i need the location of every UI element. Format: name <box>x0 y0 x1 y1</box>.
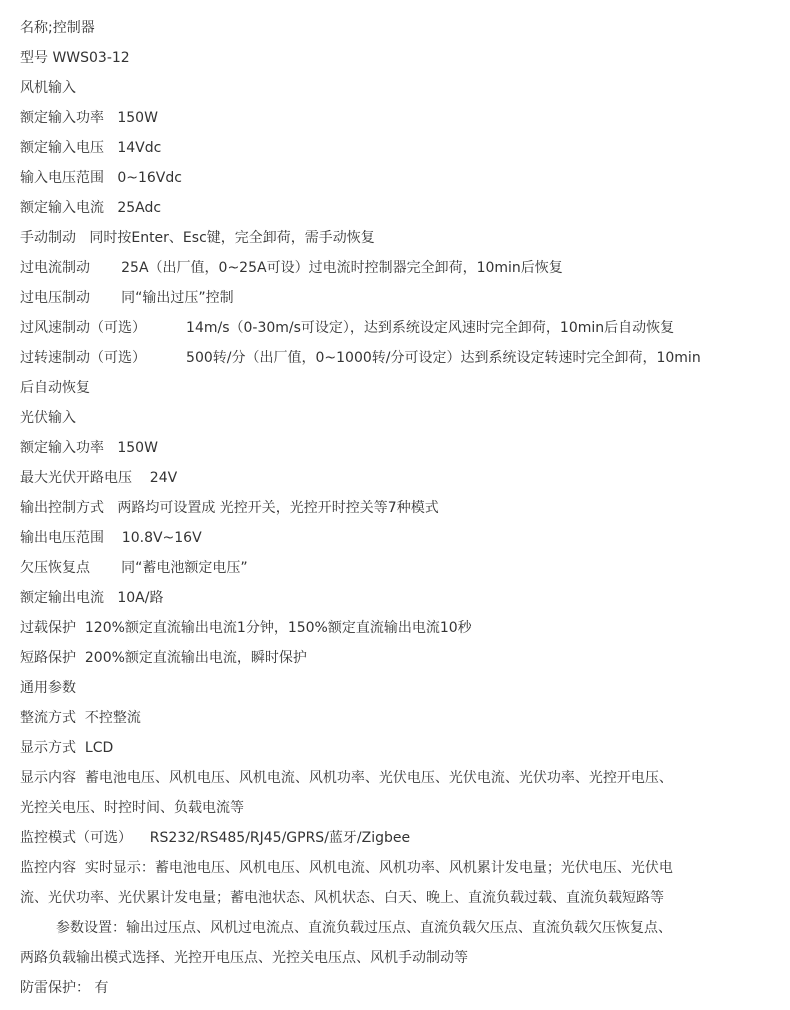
spec-line-overvoltage-brake: 过电压制动 同“输出过压”控制 <box>20 290 234 306</box>
spec-line-rated-output-current: 额定输出电流 10A/路 <box>20 590 164 606</box>
spec-line-model: 型号 WWS03-12 <box>20 50 130 66</box>
spec-line-parameter-settings: 参数设置：输出过压点、风机过电流点、直流负载过压点、直流负载欠压点、直流负载欠压恢复点、 <box>56 920 672 936</box>
spec-line-output-voltage-range: 输出电压范围 10.8V~16V <box>20 530 202 546</box>
spec-line-overspeed-rotation-brake-cont: 后自动恢复 <box>20 380 90 396</box>
spec-line-overload-protection: 过载保护 120%额定直流输出电流1分钟，150%额定直流输出电流10秒 <box>20 620 472 636</box>
spec-line-overspeed-rotation-brake: 过转速制动（可选） 500转/分（出厂值，0~1000转/分可设定）达到系统设定转速时完全卸荷，10min <box>20 350 701 366</box>
spec-line-monitor-content-cont: 流、光伏功率、光伏累计发电量；蓄电池状态、风机状态、白天、晚上、直流负载过载、直流负载短路等 <box>20 890 664 906</box>
spec-line-wind-rated-power: 额定输入功率 150W <box>20 110 158 126</box>
spec-line-monitor-mode: 监控模式（可选） RS232/RS485/RJ45/GPRS/蓝牙/Zigbee <box>20 830 411 846</box>
section-heading-pv-input: 光伏输入 <box>20 410 76 426</box>
spec-line-overspeed-wind-brake: 过风速制动（可选） 14m/s（0-30m/s可设定），达到系统设定风速时完全卸荷，10min后自动恢复 <box>20 320 675 336</box>
spec-line-parameter-settings-cont: 两路负载输出模式选择、光控开电压点、光控关电压点、风机手动制动等 <box>20 950 468 966</box>
spec-line-wind-rated-voltage: 额定输入电压 14Vdc <box>20 140 162 156</box>
spec-line-output-control-mode: 输出控制方式 两路均可设置成 光控开关，光控开时控关等7种模式 <box>20 500 439 516</box>
section-heading-wind-input: 风机输入 <box>20 80 76 96</box>
spec-line-undervoltage-recovery: 欠压恢复点 同“蓄电池额定电压” <box>20 560 248 576</box>
spec-line-short-circuit-protection: 短路保护 200%额定直流输出电流，瞬时保护 <box>20 650 307 666</box>
spec-line-wind-rated-current: 额定输入电流 25Adc <box>20 200 162 216</box>
spec-line-pv-open-circuit-voltage: 最大光伏开路电压 24V <box>20 470 178 486</box>
spec-line-pv-rated-power: 额定输入功率 150W <box>20 440 158 456</box>
spec-line-rectifier-mode: 整流方式 不控整流 <box>20 710 141 726</box>
spec-line-overcurrent-brake: 过电流制动 25A（出厂值，0~25A可设）过电流时控制器完全卸荷，10min后恢复 <box>20 260 563 276</box>
spec-line-input-voltage-range: 输入电压范围 0~16Vdc <box>20 170 182 186</box>
spec-line-display-content-cont: 光控关电压、时控时间、负载电流等 <box>20 800 244 816</box>
spec-line-name: 名称;控制器 <box>20 20 95 36</box>
spec-line-lightning-protection: 防雷保护： 有 <box>20 980 109 996</box>
section-heading-general: 通用参数 <box>20 680 76 696</box>
spec-line-monitor-content: 监控内容 实时显示：蓄电池电压、风机电压、风机电流、风机功率、风机累计发电量；光伏电压、光伏电 <box>20 860 673 876</box>
spec-line-display-mode: 显示方式 LCD <box>20 740 114 756</box>
spec-line-display-content: 显示内容 蓄电池电压、风机电压、风机电流、风机功率、光伏电压、光伏电流、光伏功率、光控开电压、 <box>20 770 673 786</box>
spec-line-manual-brake: 手动制动 同时按Enter、Esc键，完全卸荷，需手动恢复 <box>20 230 375 246</box>
